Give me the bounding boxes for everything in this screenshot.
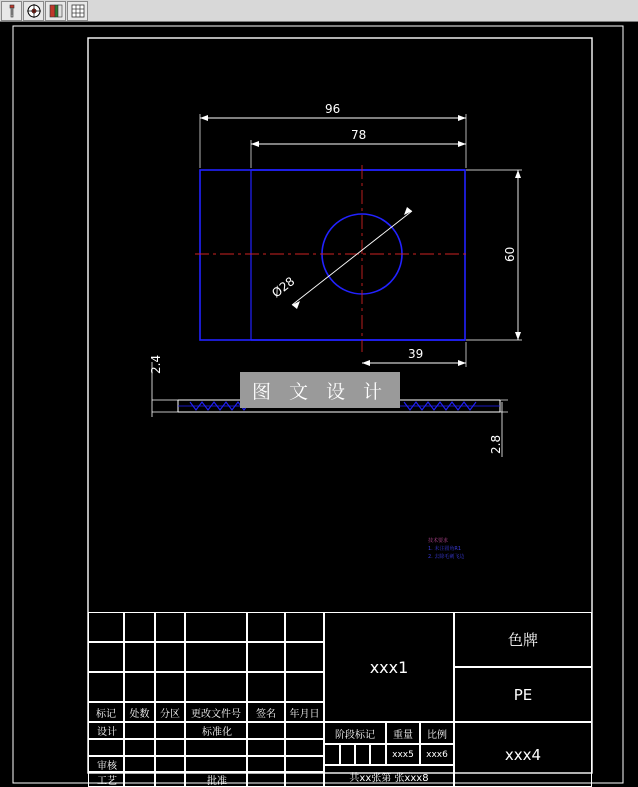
tb-empty-15 [155, 672, 185, 702]
tb-blank-2 [124, 739, 155, 756]
tb-header-date: 年月日 [285, 702, 324, 722]
tb-check-v3 [185, 756, 247, 772]
tb-empty-13 [88, 672, 124, 702]
tb-stage-c1 [324, 744, 340, 765]
tb-empty-1 [88, 612, 124, 642]
dim-96: 96 [325, 102, 341, 116]
tb-empty-11 [247, 642, 285, 672]
dim-2-4: 2.4 [149, 354, 163, 374]
drawing-canvas[interactable] [0, 22, 638, 787]
tb-std-v1 [247, 722, 285, 739]
tb-empty-12 [285, 642, 324, 672]
tb-blank-1 [88, 739, 124, 756]
tb-stage-c3 [355, 744, 370, 765]
tb-blank-5 [247, 739, 285, 756]
tb-blank-3 [155, 739, 185, 756]
tb-empty-5 [247, 612, 285, 642]
tb-empty-10 [185, 642, 247, 672]
tb-header-sign: 签名 [247, 702, 285, 722]
tb-empty-9 [155, 642, 185, 672]
target-icon[interactable] [23, 1, 44, 21]
tb-process-v1 [124, 772, 155, 787]
book-icon[interactable] [45, 1, 66, 21]
technical-notes [428, 537, 464, 561]
tb-row-approve: 批准 [185, 772, 247, 787]
tb-approve-v1 [247, 772, 285, 787]
tb-design-v2 [155, 722, 185, 739]
tb-empty-4 [185, 612, 247, 642]
tb-header-count: 处数 [124, 702, 155, 722]
tb-sheet-line: 共xx张第 张xxx8 [324, 765, 454, 787]
tb-blank-4 [185, 739, 247, 756]
tb-process-v2 [155, 772, 185, 787]
tb-stage-mark: 阶段标记 [324, 722, 386, 744]
tb-scale-value: xxx6 [420, 744, 454, 765]
tb-check-v4 [247, 756, 285, 772]
tb-row-process: 工艺 [88, 772, 124, 787]
dim-60: 60 [503, 246, 517, 262]
tb-header-zone: 分区 [155, 702, 185, 722]
dim-78: 78 [351, 128, 367, 142]
tb-part-code: xxx1 [324, 612, 454, 722]
notes-line-2: 2. 去除毛刺飞边 [428, 554, 465, 560]
tb-material-label: 色牌 [454, 612, 592, 667]
tb-row-standardize: 标准化 [185, 722, 247, 739]
notes-line-1: 1. 未注圆角R1 [428, 546, 462, 552]
tb-empty-8 [124, 642, 155, 672]
tb-check-v1 [124, 756, 155, 772]
tb-scale-label: 比例 [420, 722, 454, 744]
tb-check-v5 [285, 756, 324, 772]
tb-empty-2 [124, 612, 155, 642]
tb-material-value: PE [454, 667, 592, 722]
tb-empty-6 [285, 612, 324, 642]
notes-title: 技术要求 [428, 538, 449, 544]
tb-empty-3 [155, 612, 185, 642]
dim-hole-diameter: Ø28 [269, 274, 298, 301]
tb-weight-value: xxx5 [386, 744, 420, 765]
tb-row-design: 设计 [88, 722, 124, 739]
tb-check-v2 [155, 756, 185, 772]
tb-std-v2 [285, 722, 324, 739]
tb-empty-16 [185, 672, 247, 702]
tb-empty-18 [285, 672, 324, 702]
toolbar [0, 0, 638, 22]
title-block [88, 612, 592, 787]
tb-empty-17 [247, 672, 285, 702]
tb-design-v1 [124, 722, 155, 739]
tb-drawing-no: xxx4 [454, 722, 592, 787]
dim-2-8: 2.8 [489, 434, 503, 454]
tb-weight-label: 重量 [386, 722, 420, 744]
tb-stage-c4 [370, 744, 386, 765]
table-icon[interactable] [67, 1, 88, 21]
tb-header-mark: 标记 [88, 702, 124, 722]
tb-empty-14 [124, 672, 155, 702]
tb-approve-v2 [285, 772, 324, 787]
tb-header-change-doc: 更改文件号 [185, 702, 247, 722]
dim-39: 39 [408, 347, 424, 361]
watermark: 图 文 设 计 [240, 372, 400, 408]
tb-empty-7 [88, 642, 124, 672]
tb-blank-6 [285, 739, 324, 756]
tb-row-check: 审核 [88, 756, 124, 772]
tb-stage-c2 [340, 744, 355, 765]
screw-icon[interactable] [1, 1, 22, 21]
